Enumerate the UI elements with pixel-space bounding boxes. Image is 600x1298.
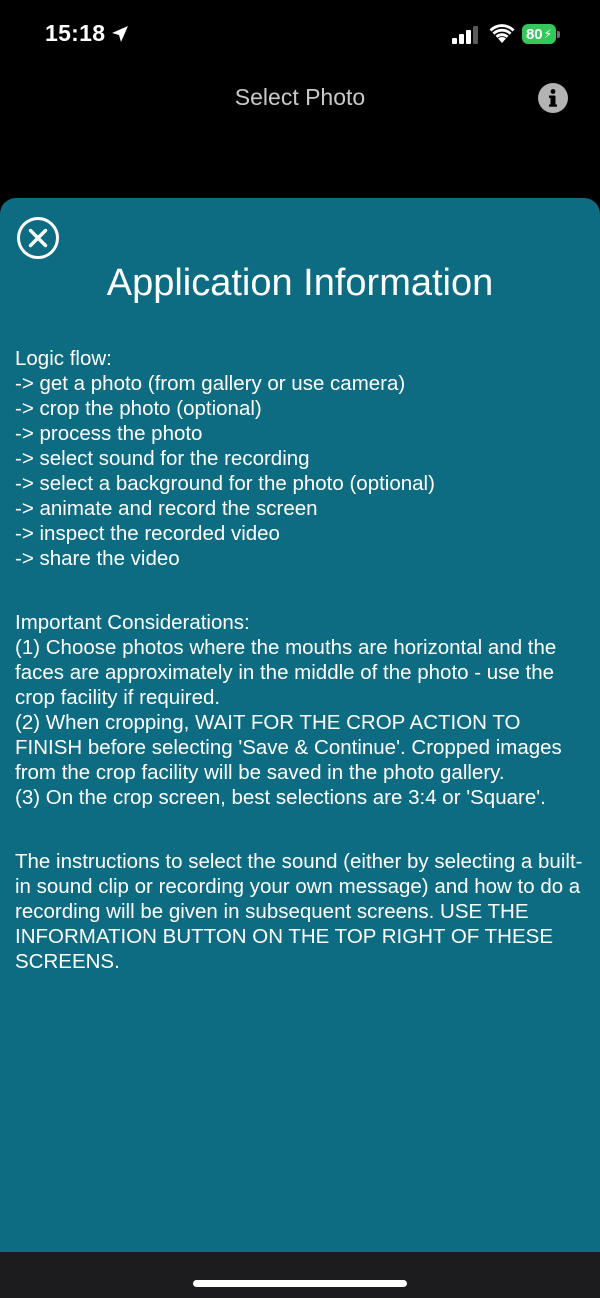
logic-step: -> share the video — [15, 547, 180, 570]
close-circle-icon[interactable] — [16, 216, 60, 260]
battery-cap — [557, 31, 560, 38]
instructions-text: The instructions to select the sound (either by selecting a built-in sound clip or recording your own message) and how to do a recording will be given in subsequent screens. USE THE INFORMATION BUTTON ON THE TOP RIGHT OF THESE SCREENS. — [15, 850, 583, 973]
logic-step: -> get a photo (from gallery or use camera) — [15, 372, 406, 395]
logic-step: -> select sound for the recording — [15, 447, 310, 470]
battery-level — [522, 24, 556, 44]
nav-title: Select Photo — [234, 84, 366, 110]
logic-step: -> select a background for the photo (optional) — [15, 472, 435, 495]
info-icon[interactable] — [538, 83, 568, 113]
home-area — [0, 1252, 600, 1298]
consideration-item: (1) Choose photos where the mouths are horizontal and the faces are approximately in the middle of the photo - use the crop facility if required. — [15, 636, 557, 709]
charging-bolt-icon: ⚡ — [543, 27, 553, 41]
battery-percent: 80 — [525, 25, 543, 43]
logic-step: -> animate and record the screen — [15, 497, 318, 520]
status-bar — [0, 0, 600, 70]
cellular-signal-icon — [452, 26, 480, 44]
location-arrow-icon — [110, 24, 130, 44]
info-sheet — [0, 198, 600, 1298]
info-glyph-icon — [538, 83, 568, 113]
sheet-body — [15, 346, 593, 974]
sheet-title: Application Information — [106, 262, 494, 304]
home-indicator[interactable] — [193, 1280, 407, 1287]
wifi-icon — [489, 24, 515, 44]
logic-flow-heading: Logic flow: — [15, 347, 112, 370]
status-time: 15:18 — [45, 20, 106, 46]
logic-step: -> process the photo — [15, 422, 203, 445]
consideration-item: (3) On the crop screen, best selections are 3:4 or 'Square'. — [15, 786, 546, 809]
logic-step: -> crop the photo (optional) — [15, 397, 262, 420]
considerations-heading: Important Considerations: — [15, 611, 250, 634]
consideration-item: (2) When cropping, WAIT FOR THE CROP ACTION TO FINISH before selecting 'Save & Continue'. Cropped images from the crop facility will be saved in the photo gallery. — [15, 711, 562, 784]
battery-indicator — [522, 24, 558, 44]
logic-step: -> inspect the recorded video — [15, 522, 280, 545]
